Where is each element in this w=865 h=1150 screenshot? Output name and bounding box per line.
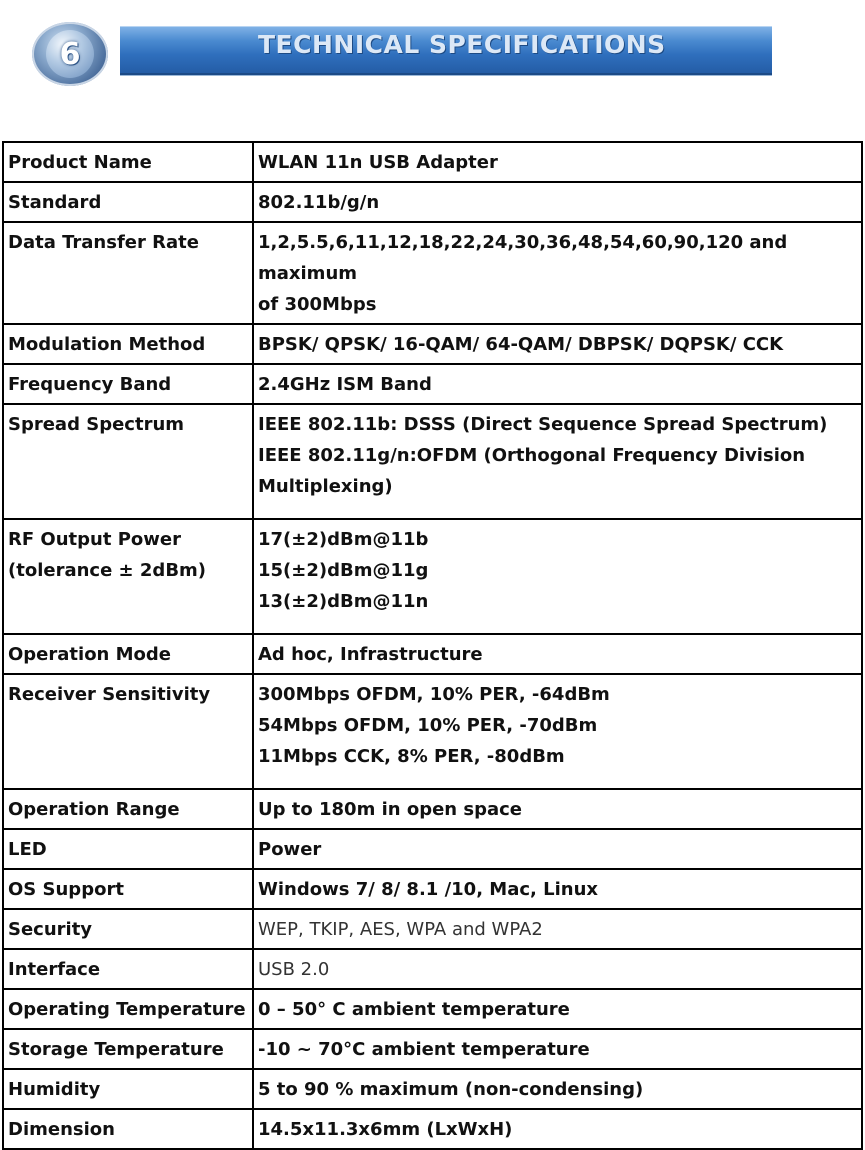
spec-row (3, 869, 862, 909)
spec-row (3, 789, 862, 829)
spec-label-line: OS Support (8, 879, 124, 900)
spec-value-line: WLAN 11n USB Adapter (258, 152, 498, 173)
spec-label (3, 519, 253, 634)
spec-row (3, 519, 862, 634)
spec-label (3, 989, 253, 1029)
spec-label-line: Product Name (8, 152, 152, 173)
spec-label-line: (tolerance ± 2dBm) (8, 560, 207, 581)
spec-row (3, 404, 862, 519)
spec-value (253, 789, 862, 829)
spec-label (3, 1109, 253, 1149)
spec-value (253, 519, 862, 634)
spec-label-line: Receiver Sensitivity (8, 684, 211, 705)
spec-label-line: Humidity (8, 1079, 101, 1100)
spec-row (3, 829, 862, 869)
spec-value-line: 300Mbps OFDM, 10% PER, -64dBm (258, 684, 610, 705)
spec-value (253, 1029, 862, 1069)
section-number-badge (32, 22, 108, 86)
spec-value (253, 949, 862, 989)
spec-value-line: WEP, TKIP, AES, WPA and WPA2 (258, 919, 543, 940)
spec-row (3, 909, 862, 949)
spec-value-line: BPSK/ QPSK/ 16-QAM/ 64-QAM/ DBPSK/ DQPSK/ CCK (258, 334, 784, 355)
spec-label (3, 789, 253, 829)
spec-row (3, 364, 862, 404)
spec-value-line: Ad hoc, Infrastructure (258, 644, 483, 665)
spec-label (3, 909, 253, 949)
spec-row (3, 674, 862, 789)
spec-label-line: Standard (8, 192, 102, 213)
spec-value (253, 869, 862, 909)
spec-value-line: IEEE 802.11b: DSSS (Direct Sequence Spread Spectrum) (258, 414, 828, 435)
spec-value-line: 2.4GHz ISM Band (258, 374, 432, 395)
spec-row (3, 142, 862, 182)
spec-label (3, 949, 253, 989)
spec-value (253, 222, 862, 324)
spec-label-line: Spread Spectrum (8, 414, 185, 435)
spec-row (3, 182, 862, 222)
spec-label (3, 364, 253, 404)
spec-label-line: LED (8, 839, 47, 860)
spec-label-line: Security (8, 919, 93, 940)
specifications-table (2, 141, 863, 1150)
spec-value (253, 909, 862, 949)
spec-label-line: Operating Temperature (8, 999, 246, 1020)
spec-label (3, 182, 253, 222)
spec-label-line: RF Output Power (8, 529, 181, 550)
spec-value-line: 54Mbps OFDM, 10% PER, -70dBm (258, 715, 598, 736)
spec-label-line: Interface (8, 959, 101, 980)
spec-value-line: 802.11b/g/n (258, 192, 380, 213)
spec-value-line: Up to 180m in open space (258, 799, 523, 820)
spec-row (3, 1029, 862, 1069)
spec-value (253, 324, 862, 364)
spec-row (3, 989, 862, 1029)
spec-value-line: 1,2,5.5,6,11,12,18,22,24,30,36,48,54,60,90,120 and maximum (258, 232, 788, 284)
spec-label (3, 634, 253, 674)
spec-value-line: Windows 7/ 8/ 8.1 /10, Mac, Linux (258, 879, 599, 900)
spec-value (253, 182, 862, 222)
spec-label-line: Dimension (8, 1119, 115, 1140)
spec-value-line: of 300Mbps (258, 294, 377, 315)
spec-value (253, 829, 862, 869)
spec-value-line: USB 2.0 (258, 959, 330, 980)
spec-label-line: Storage Temperature (8, 1039, 224, 1060)
spec-value-line: 13(±2)dBm@11n (258, 591, 429, 612)
spec-label (3, 869, 253, 909)
spec-label-line: Data Transfer Rate (8, 232, 199, 253)
spec-label-line: Frequency Band (8, 374, 172, 395)
spec-value-line: Multiplexing) (258, 476, 393, 497)
spec-row (3, 222, 862, 324)
section-number: 6 (46, 30, 94, 78)
spec-value (253, 674, 862, 789)
spec-value-line: -10 ~ 70°C ambient temperature (258, 1039, 590, 1060)
spec-label-line: Operation Range (8, 799, 180, 820)
spec-value-line: 0 – 50° C ambient temperature (258, 999, 570, 1020)
spec-row (3, 1069, 862, 1109)
spec-value (253, 634, 862, 674)
spec-value (253, 989, 862, 1029)
spec-label-line: Operation Mode (8, 644, 172, 665)
spec-value-line: 17(±2)dBm@11b (258, 529, 429, 550)
spec-value-line: 11Mbps CCK, 8% PER, -80dBm (258, 746, 565, 767)
spec-row (3, 324, 862, 364)
spec-label (3, 829, 253, 869)
spec-label-line: Modulation Method (8, 334, 206, 355)
spec-value (253, 1109, 862, 1149)
spec-label (3, 1069, 253, 1109)
spec-value-line: Power (258, 839, 322, 860)
spec-label (3, 222, 253, 324)
section-header (30, 18, 790, 90)
spec-value-line: 15(±2)dBm@11g (258, 560, 429, 581)
spec-label (3, 142, 253, 182)
spec-row (3, 949, 862, 989)
spec-label (3, 674, 253, 789)
spec-label (3, 324, 253, 364)
spec-row (3, 634, 862, 674)
spec-label (3, 404, 253, 519)
spec-value (253, 1069, 862, 1109)
spec-label (3, 1029, 253, 1069)
spec-value (253, 404, 862, 519)
spec-value (253, 364, 862, 404)
spec-value-line: 5 to 90 % maximum (non-condensing) (258, 1079, 644, 1100)
section-title: TECHNICAL SPECIFICATIONS (258, 30, 666, 59)
spec-row (3, 1109, 862, 1149)
spec-value-line: IEEE 802.11g/n:OFDM (Orthogonal Frequency Division (258, 445, 806, 466)
spec-value (253, 142, 862, 182)
spec-value-line: 14.5x11.3x6mm (LxWxH) (258, 1119, 513, 1140)
